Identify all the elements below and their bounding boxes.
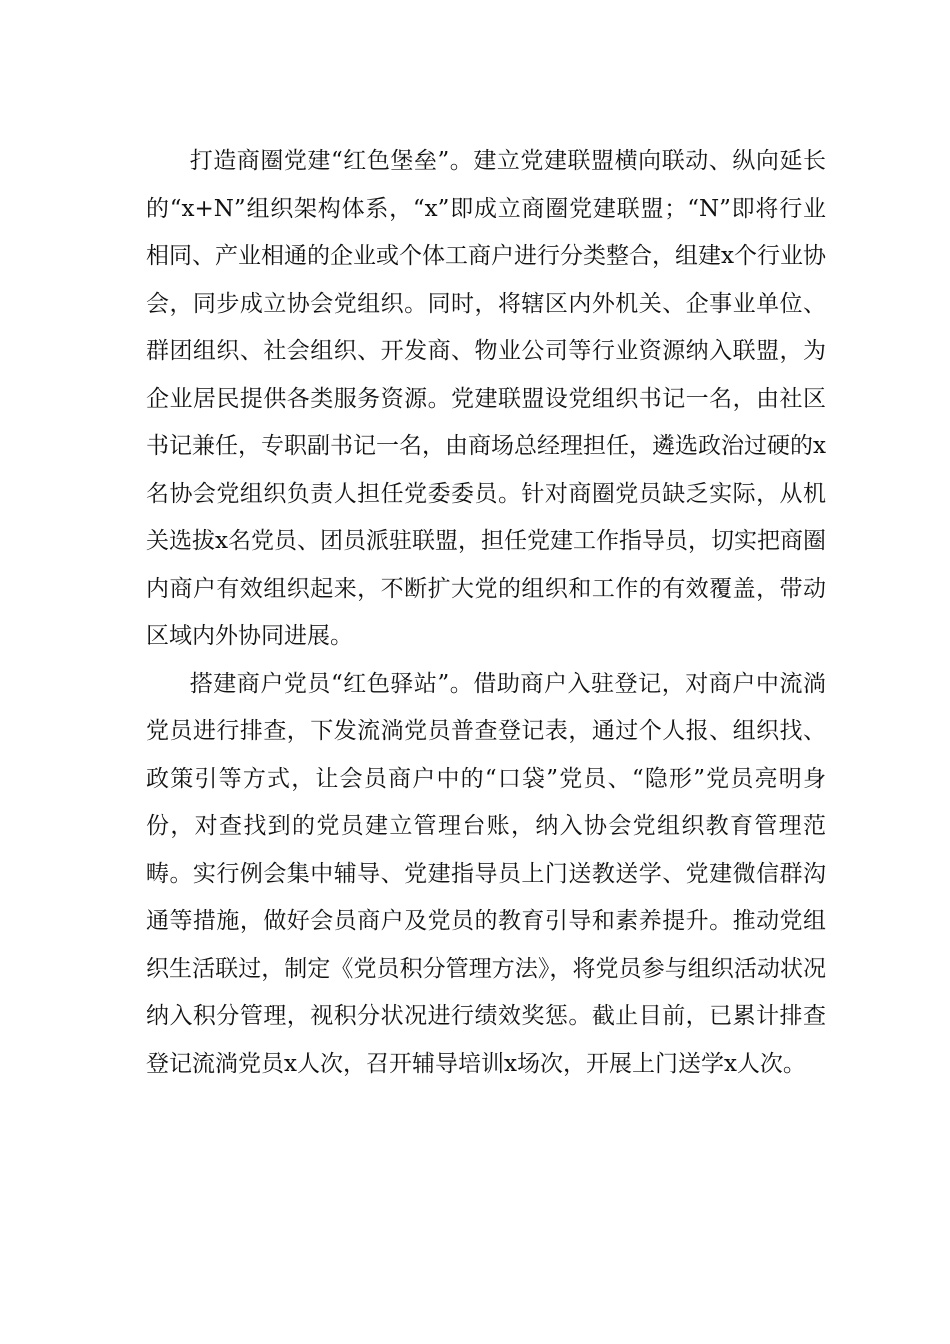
document-body: [146, 138, 826, 1088]
paragraph-red-station: 搭建商户党员“红色驿站”。借助商户入驻登记，对商户中流淌党员进行排查，下发流淌党员普查登记表，通过个人报、组织找、政策引等方式，让会员商户中的“口袋”党员、“隐形”党员亮明身份，对查找到的党员建立管理台账，纳入协会党组织教育管理范畴。实行例会集中辅导、党建指导员上门送教送学、党建微信群沟通等措施，做好会员商户及党员的教育引导和素养提升。推动党组织生活联过，制定《党员积分管理方法》，将党员参与组织活动状况纳入积分管理，视积分状况进行绩效奖惩。截止目前，已累计排查登记流淌党员x人次，召开辅导培训x场次，开展上门送学x人次。: [146, 670, 826, 1077]
paragraph-red-fortress: 打造商圈党建“红色堡垒”。建立党建联盟横向联动、纵向延长的“x+N”组织架构体系，“x”即成立商圈党建联盟；“N”即将行业相同、产业相通的企业或个体工商户进行分类整合，组建x个行业协会，同步成立协会党组织。同时，将辖区内外机关、企事业单位、群团组织、社会组织、开发商、物业公司等行业资源纳入联盟，为企业居民提供各类服务资源。党建联盟设党组织书记一名，由社区书记兼任，专职副书记一名，由商场总经理担任，遴选政治过硬的x名协会党组织负责人担任党委委员。针对商圈党员缺乏实际，从机关选拔x名党员、团员派驻联盟，担任党建工作指导员，切实把商圈内商户有效组织起来，不断扩大党的组织和工作的有效覆盖，带动区域内外协同进展。: [146, 148, 826, 649]
